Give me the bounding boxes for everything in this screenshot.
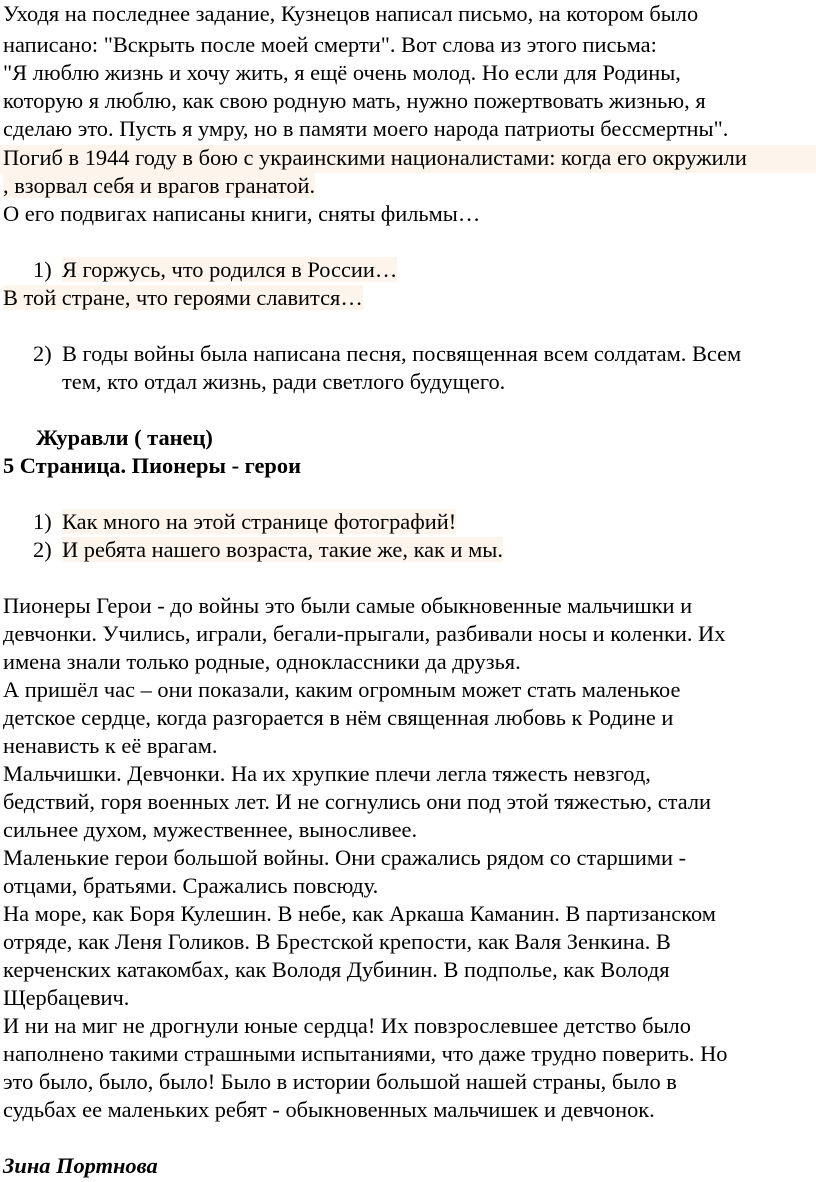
text-line: детское сердце, когда разгорается в нём священная любовь к Родине и — [3, 705, 674, 730]
list-number: 1) — [33, 257, 52, 282]
text-line: судьбах ее маленьких ребят - обыкновенных мальчишек и девчонок. — [3, 1097, 655, 1122]
text-line: отцами, братьями. Сражались повсюду. — [3, 873, 379, 898]
text-line: имена знали только родные, одноклассники да друзья. — [3, 649, 521, 674]
list-item-text: И ребята нашего возраста, такие же, как и мы. — [62, 537, 503, 562]
text-line: "Я люблю жизнь и хочу жить, я ещё очень молод. Но если для Родины, — [3, 60, 681, 85]
text-line: Уходя на последнее задание, Кузнецов написал письмо, на котором было — [3, 1, 699, 26]
text-line: наполнено такими страшными испытаниями, что даже трудно поверить. Но — [3, 1041, 728, 1066]
list-item-text: Я горжусь, что родился в России… — [62, 257, 398, 282]
text-line: это было, было, было! Было в истории большой нашей страны, было в — [3, 1069, 677, 1094]
text-line-highlighted: , взорвал себя и врагов гранатой. — [3, 173, 316, 198]
text-line-highlighted: Погиб в 1944 году в бою с украинскими националистами: когда его окружили — [3, 145, 747, 170]
text-line: ненависть к её врагам. — [3, 733, 218, 758]
list-item-text: В годы войны была написана песня, посвященная всем солдатам. Всем — [62, 341, 742, 366]
list-number: 1) — [33, 509, 52, 534]
text-line: На море, как Боря Кулешин. В небе, как Аркаша Каманин. В партизанском — [3, 901, 716, 926]
text-line: написано: "Вскрыть после моей смерти". Вот слова из этого письма: — [3, 32, 657, 57]
text-line: А пришёл час – они показали, каким огромным может стать маленькое — [3, 677, 681, 702]
list-number: 2) — [33, 537, 52, 562]
text-line-highlighted: В той стране, что героями славится… — [3, 285, 363, 310]
text-line: И ни на миг не дрогнули юные сердца! Их повзрослевшее детство было — [3, 1013, 691, 1038]
text-line: бедствий, горя военных лет. И не согнулись они под этой тяжестью, стали — [3, 789, 711, 814]
text-line: сильнее духом, мужественнее, выносливее. — [3, 817, 418, 842]
list-item-text: Как много на этой странице фотографий! — [62, 509, 457, 534]
text-line: отряде, как Леня Голиков. В Брестской крепости, как Валя Зенкина. В — [3, 929, 671, 954]
list-number: 2) — [33, 341, 52, 366]
text-line: сделаю это. Пусть я умру, но в памяти моего народа патриоты бессмертны". — [3, 116, 729, 141]
text-line: Маленькие герои большой войны. Они сражались рядом со старшими - — [3, 845, 687, 870]
text-line: Мальчишки. Девчонки. На их хрупкие плечи легла тяжесть невзгод, — [3, 761, 651, 786]
text-line: которую я люблю, как свою родную мать, нужно пожертвовать жизнью, я — [3, 88, 706, 113]
text-line: Щербацевич. — [3, 985, 130, 1010]
person-heading: Зина Портнова — [3, 1153, 158, 1178]
section-heading: 5 Страница. Пионеры - герои — [3, 453, 301, 478]
text-line: девчонки. Учились, играли, бегали-прыгали, разбивали носы и коленки. Их — [3, 621, 726, 646]
text-line: Пионеры Герои - до войны это были самые обыкновенные мальчишки и — [3, 593, 693, 618]
dance-heading: Журавли ( танец) — [36, 425, 213, 450]
list-item-text: тем, кто отдал жизнь, ради светлого будущего. — [62, 369, 506, 394]
text-line: О его подвигах написаны книги, сняты фильмы… — [3, 201, 481, 226]
text-line: керченских катакомбах, как Володя Дубинин. В подполье, как Володя — [3, 957, 670, 982]
